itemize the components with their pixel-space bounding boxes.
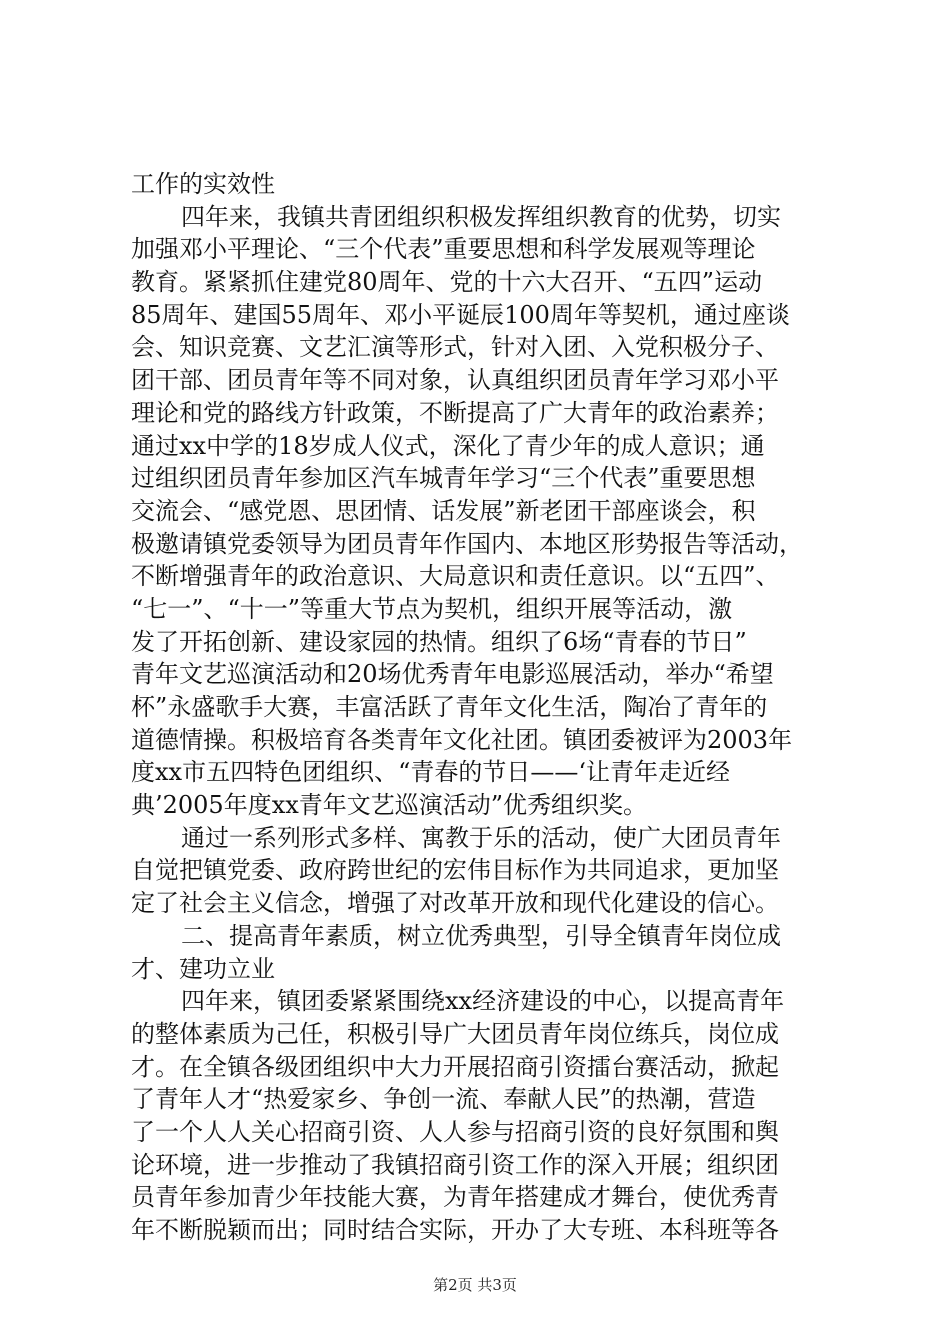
- text-line: 交流会、“感党恩、思团情、话发展”新老团干部座谈会，积: [131, 496, 756, 525]
- paragraph-activities-summary: [131, 822, 831, 920]
- text-line: 会、知识竞赛、文艺汇演等形式，针对入团、入党积极分子、: [131, 333, 779, 362]
- text-line: 过组织团员青年参加区汽车城青年学习“三个代表”重要思想: [131, 464, 756, 493]
- text-line: 极邀请镇党委领导为团员青年作国内、本地区形势报告等活动，: [131, 529, 803, 558]
- text-line: 论环境，进一步推动了我镇招商引资工作的深入开展；组织团: [131, 1150, 779, 1179]
- section-heading-two: [131, 920, 831, 985]
- text-line: 青年文艺巡演活动和20场优秀青年电影巡展活动，举办“希望: [131, 660, 774, 689]
- text-line: 年不断脱颖而出；同时结合实际，开办了大专班、本科班等各: [131, 1216, 779, 1244]
- text-line: 发了开拓创新、建设家园的热情。组织了6场“青春的节日”: [131, 627, 747, 656]
- text-line: 教育。紧紧抓住建党80周年、党的十六大召开、“五四”运动: [131, 268, 763, 297]
- text-line: 才、建功立业: [131, 954, 275, 983]
- text-line: 道德情操。积极培育各类青年文化社团。镇团委被评为2003年: [131, 725, 793, 754]
- text-line: 四年来，我镇共青团组织积极发挥组织教育的优势，切实: [181, 202, 781, 231]
- text-line: 杯”永盛歌手大赛，丰富活跃了青年文化生活，陶冶了青年的: [131, 693, 768, 721]
- page-number-footer: 第2页 共3页: [433, 1276, 517, 1294]
- text-line: 的整体素质为己任，积极引导广大团员青年岗位练兵，岗位成: [131, 1019, 779, 1048]
- text-line: 度xx市五四特色团组织、“青春的节日——‘让青年走近经: [131, 758, 730, 787]
- text-line: 员青年参加青少年技能大赛，为青年搭建成才舞台，使优秀青: [131, 1183, 779, 1212]
- text-line: 工作的实效性: [131, 170, 275, 198]
- text-line: 二、提高青年素质，树立优秀典型，引导全镇青年岗位成: [181, 921, 781, 950]
- text-line: 通过一系列形式多样、寓教于乐的活动，使广大团员青年: [181, 823, 781, 852]
- heading-continuation: [131, 168, 831, 201]
- text-line: 加强邓小平理论、“三个代表”重要思想和科学发展观等理论: [131, 235, 756, 264]
- text-line: 了一个人人关心招商引资、人人参与招商引资的良好氛围和舆: [131, 1117, 779, 1146]
- document-body: [131, 168, 831, 1247]
- text-line: “七一”、“十一”等重大节点为契机，组织开展等活动，激: [131, 594, 733, 623]
- text-line: 不断增强青年的政治意识、大局意识和责任意识。以“五四”、: [131, 562, 780, 591]
- text-line: 85周年、建国55周年、邓小平诞辰100周年等契机，通过座谈: [131, 300, 790, 329]
- text-line: 通过xx中学的18岁成人仪式，深化了青少年的成人意识；通: [131, 431, 765, 460]
- text-line: 理论和党的路线方针政策，不断提高了广大青年的政治素养；: [131, 398, 779, 427]
- paragraph-quality-improvement: [131, 985, 831, 1247]
- text-line: 自觉把镇党委、政府跨世纪的宏伟目标作为共同追求，更加坚: [131, 856, 779, 885]
- text-line: 才。在全镇各级团组织中大力开展招商引资擂台赛活动，掀起: [131, 1052, 779, 1081]
- paragraph-theory-education: [131, 201, 831, 822]
- text-line: 团干部、团员青年等不同对象，认真组织团员青年学习邓小平: [131, 366, 779, 395]
- text-line: 典’2005年度xx青年文艺巡演活动”优秀组织奖。: [131, 791, 648, 820]
- text-line: 定了社会主义信念，增强了对改革开放和现代化建设的信心。: [131, 889, 779, 918]
- text-line: 四年来，镇团委紧紧围绕xx经济建设的中心，以提高青年: [181, 987, 785, 1016]
- text-line: 了青年人才“热爱家乡、争创一流、奉献人民”的热潮，营造: [131, 1085, 756, 1114]
